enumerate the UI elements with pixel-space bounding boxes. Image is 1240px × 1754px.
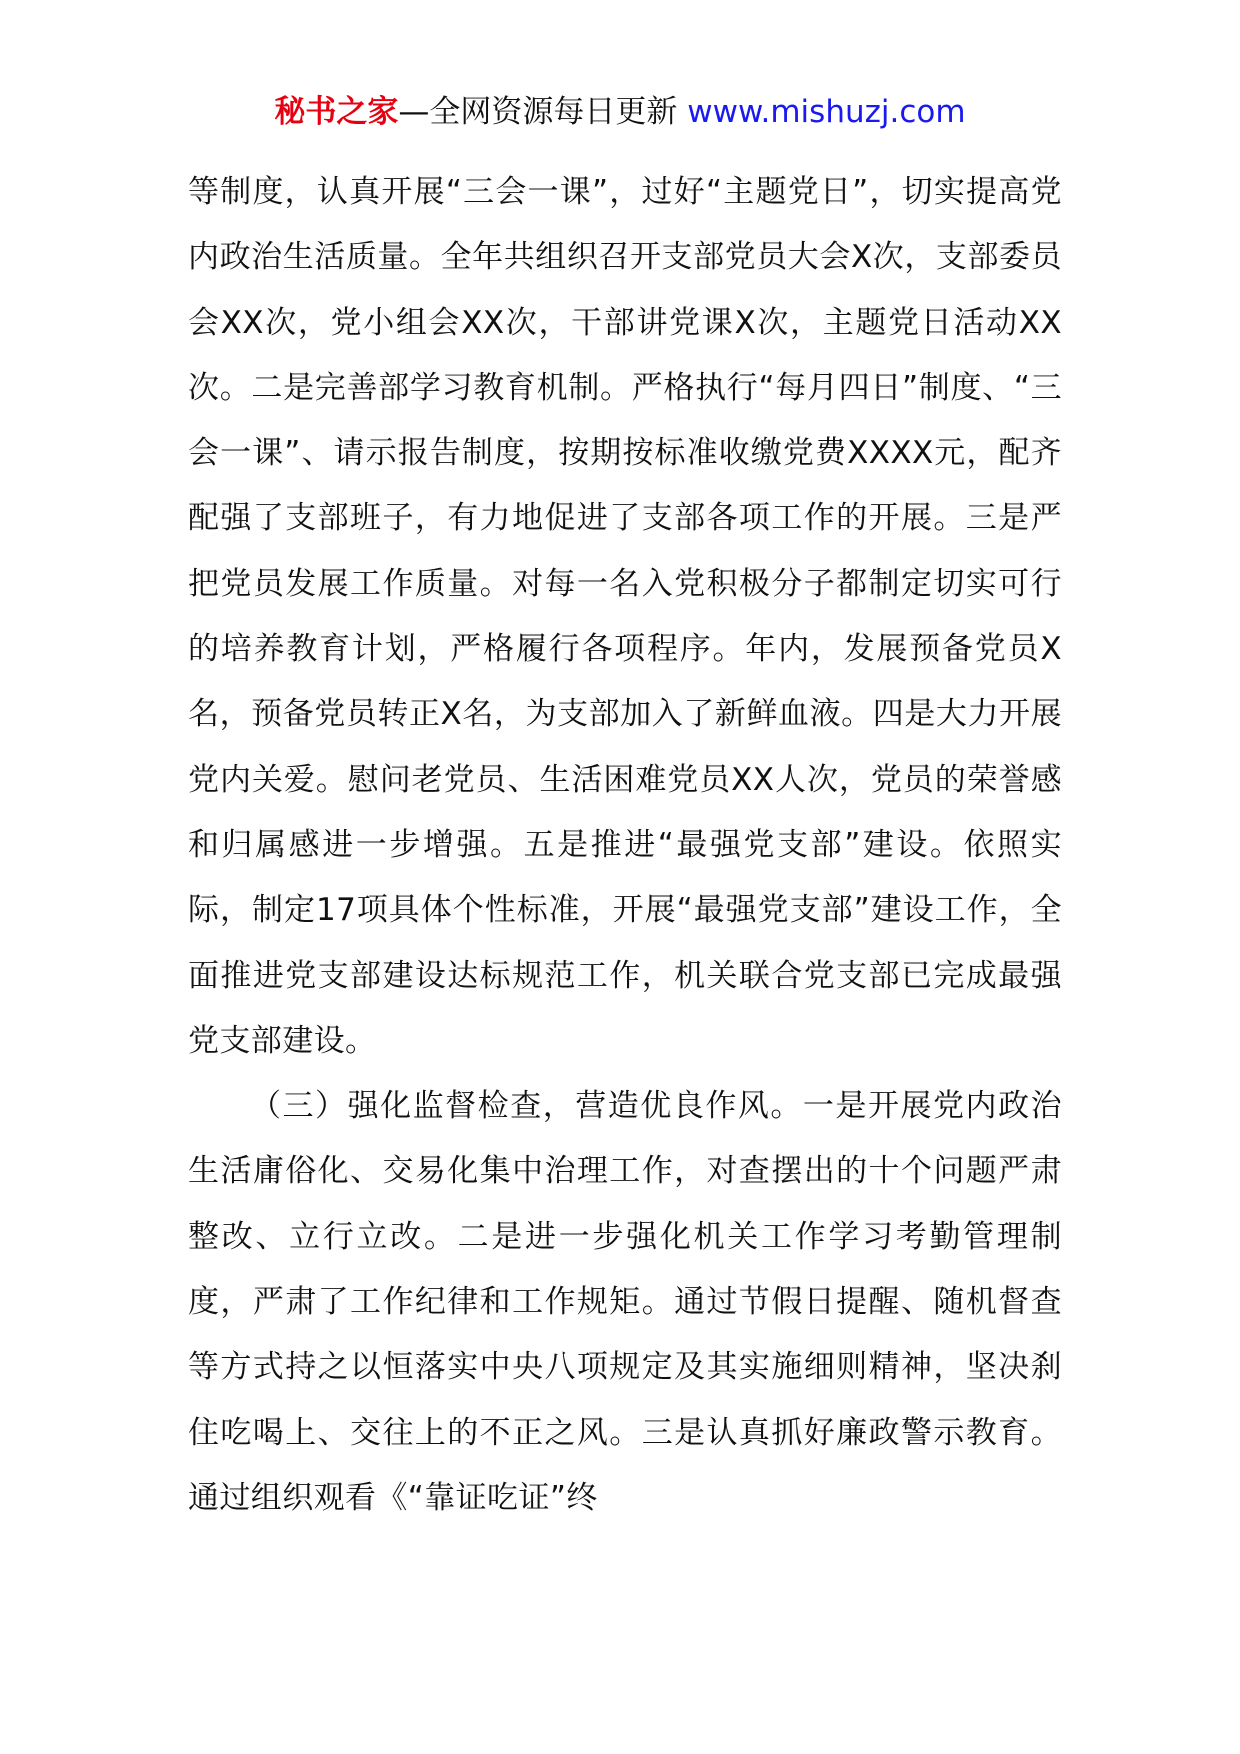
site-url-link[interactable]: www.mishuzj.com [687,94,966,130]
body-paragraph: 等制度，认真开展“三会一课”，过好“主题党日”，切实提高党内政治生活质量。全年共组织召开支部党员大会X次，支部委员会XX次，党小组会XX次，干部讲党课X次，主题党日活动XX次。二是完善部学习教育机制。严格执行“每月四日”制度、“三会一课”、请示报告制度，按期按标准收缴党费XXXX元，配齐配强了支部班子，有力地促进了支部各项工作的开展。三是严把党员发展工作质量。对每一名入党积极分子都制定切实可行的培养教育计划，严格履行各项程序。年内，发展预备党员X名，预备党员转正X名，为支部加入了新鲜血液。四是大力开展党内关爱。慰问老党员、生活困难党员XX人次，党员的荣誉感和归属感进一步增强。五是推进“最强党支部”建设。依照实际，制定17项具体个性标准，开展“最强党支部”建设工作，全面推进党支部建设达标规范工作，机关联合党支部已完成最强党支部建设。 [188,174,1062,1059]
document-body [188,160,1062,1531]
site-tagline: —全网资源每日更新 [398,94,678,130]
site-brand: 秘书之家 [274,94,399,130]
section-three-paragraph: （三）强化监督检查，营造优良作风。一是开展党内政治生活庸俗化、交易化集中治理工作，对查摆出的十个问题严肃整改、立行立改。二是进一步强化机关工作学习考勤管理制度，严肃了工作纪律和工作规矩。通过节假日提醒、随机督查等方式持之以恒落实中央八项规定及其实施细则精神，坚决刹住吃喝上、交往上的不正之风。三是认真抓好廉政警示教育。通过组织观看《“靠证吃证”终 [188,1088,1062,1516]
site-header [0,92,1240,132]
